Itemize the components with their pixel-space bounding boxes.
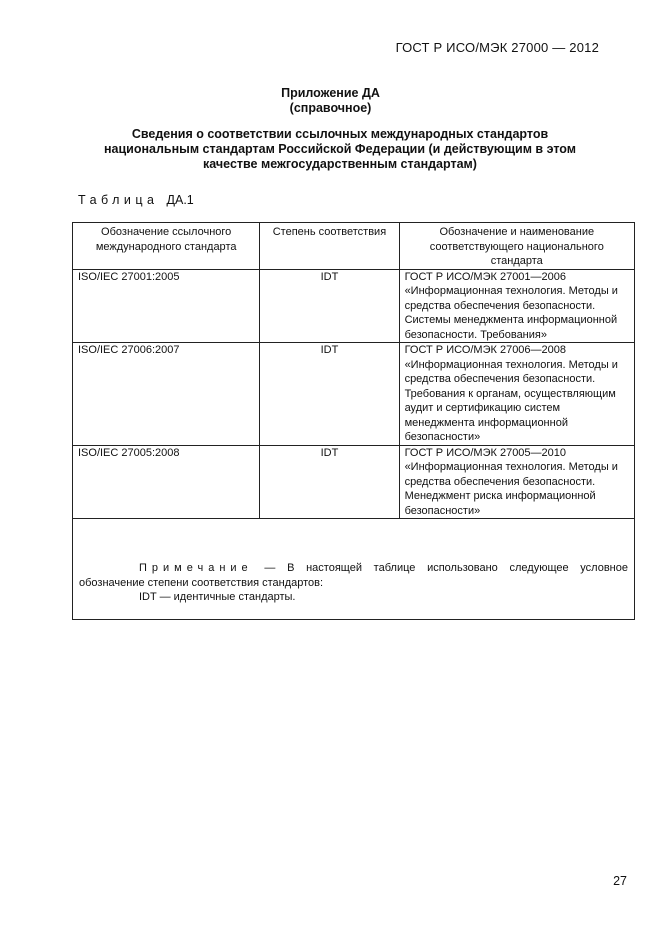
- table-caption-id: ДА.1: [166, 193, 194, 207]
- page-number: 27: [613, 874, 627, 888]
- appendix-subtitle: (справочное): [289, 101, 372, 115]
- table-note-row: [73, 519, 635, 620]
- cell-intl-standard: ISO/IEC 27005:2008: [73, 445, 260, 519]
- section-heading: [80, 127, 600, 172]
- note-label: Примечание: [139, 562, 253, 574]
- note-idt-definition: IDT — идентичные стандарты.: [139, 591, 296, 603]
- note-text: — В настоящей таблице использовано следующее условное обозначение степени соответствия стандартов:: [79, 562, 628, 589]
- heading-line-1: Сведения о соответствии ссылочных международных стандартов: [131, 127, 549, 141]
- header-degree: Степень соответствия: [260, 223, 399, 270]
- document-code: ГОСТ Р ИСО/МЭК 27000 — 2012: [395, 40, 599, 55]
- heading-line-3: качестве межгосударственным стандартам): [203, 157, 477, 171]
- table-caption-word: Таблица: [78, 193, 159, 207]
- table-note: [73, 519, 635, 620]
- table-caption: [78, 193, 194, 207]
- cell-national-standard: ГОСТ Р ИСО/МЭК 27006—2008 «Информационная технология. Методы и средства обеспечения безопасности. Требования к органам, осуществляющим аудит и сертификацию систем менеджмента информационной безопасности»: [399, 343, 634, 446]
- cell-national-standard: ГОСТ Р ИСО/МЭК 27001—2006 «Информационная технология. Методы и средства обеспечения безопасности. Системы менеджмента информационной безопасности. Требования»: [399, 269, 634, 343]
- correspondence-table: [72, 222, 635, 620]
- cell-degree: IDT: [260, 343, 399, 446]
- cell-intl-standard: ISO/IEC 27006:2007: [73, 343, 260, 446]
- table-row: [73, 269, 635, 343]
- appendix-title: Приложение ДА: [281, 86, 380, 100]
- heading-line-2: национальным стандартам Российской Федерации (и действующим в этом: [103, 142, 576, 156]
- cell-degree: IDT: [260, 445, 399, 519]
- table-header-row: [73, 223, 635, 270]
- header-intl-standard: Обозначение ссылочного международного стандарта: [73, 223, 260, 270]
- header-national-standard: Обозначение и наименование соответствующего национального стандарта: [399, 223, 634, 270]
- table-row: [73, 445, 635, 519]
- table-row: [73, 343, 635, 446]
- cell-national-standard: ГОСТ Р ИСО/МЭК 27005—2010 «Информационная технология. Методы и средства обеспечения безопасности. Менеджмент риска информационной безопасности»: [399, 445, 634, 519]
- cell-degree: IDT: [260, 269, 399, 343]
- cell-intl-standard: ISO/IEC 27001:2005: [73, 269, 260, 343]
- appendix-heading: [0, 86, 661, 116]
